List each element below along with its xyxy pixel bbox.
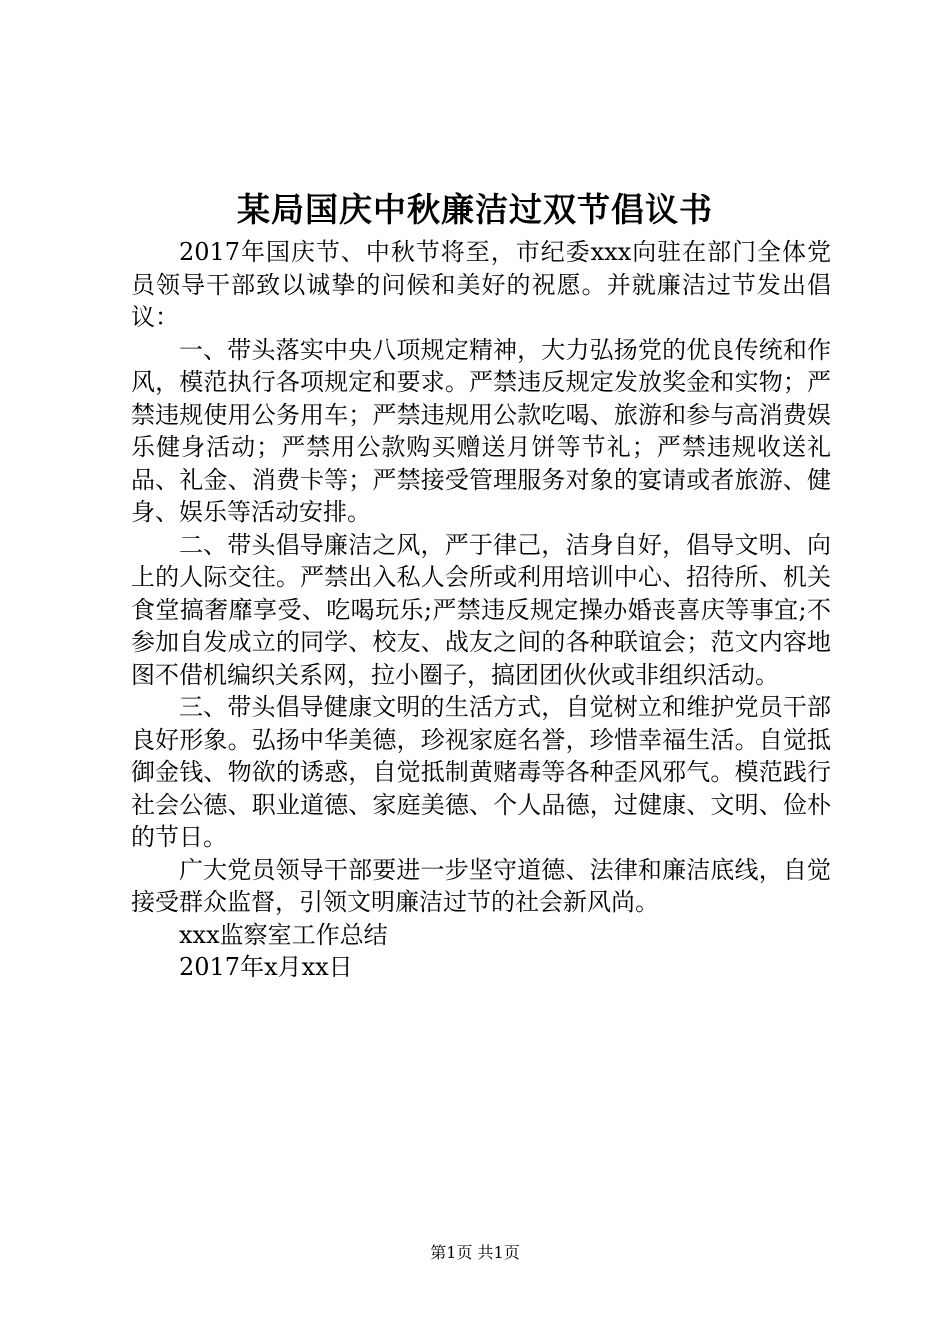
page-footer: 第1页 共1页 xyxy=(430,1243,520,1262)
intro-paragraph: 2017年国庆节、中秋节将至，市纪委xxx向驻在部门全体党员领导干部致以诚挚的问候和美好的祝愿。并就廉洁过节发出倡议： xyxy=(131,238,831,331)
paragraph-point-one: 一、带头落实中央八项规定精神，大力弘扬党的优良传统和作风，模范执行各项规定和要求。严禁违反规定发放奖金和实物；严禁违规使用公务用车；严禁违规用公款吃喝、旅游和参与高消费娱乐健身活动；严禁用公款购买赠送月饼等节礼；严禁违规收送礼品、礼金、消费卡等；严禁接受管理服务对象的宴请或者旅游、健身、娱乐等活动安排。 xyxy=(131,335,831,526)
paragraph-point-two: 二、带头倡导廉洁之风，严于律己，洁身自好，倡导文明、向上的人际交往。严禁出入私人会所或利用培训中心、招待所、机关食堂搞奢靡享受、吃喝玩乐;严禁违反规定操办婚丧喜庆等事宜;不参加自发成立的同学、校友、战友之间的各种联谊会；范文内容地图不借机编织关系网，拉小圈子，搞团团伙伙或非组织活动。 xyxy=(131,530,831,689)
closing-paragraph: 广大党员领导干部要进一步坚守道德、法律和廉洁底线，自觉接受群众监督，引领文明廉洁过节的社会新风尚。 xyxy=(131,855,831,916)
document-body xyxy=(131,236,831,984)
signature-line: xxx监察室工作总结 xyxy=(179,920,388,949)
document-title: 某局国庆中秋廉洁过双节倡议书 xyxy=(237,190,713,229)
date-line: 2017年x月xx日 xyxy=(179,953,353,981)
paragraph-point-three: 三、带头倡导健康文明的生活方式，自觉树立和维护党员干部良好形象。弘扬中华美德，珍视家庭名誉，珍惜幸福生活。自觉抵御金钱、物欲的诱惑，自觉抵制黄赌毒等各种歪风邪气。模范践行社会公德、职业道德、家庭美德、个人品德，过健康、文明、俭朴的节日。 xyxy=(131,693,831,851)
